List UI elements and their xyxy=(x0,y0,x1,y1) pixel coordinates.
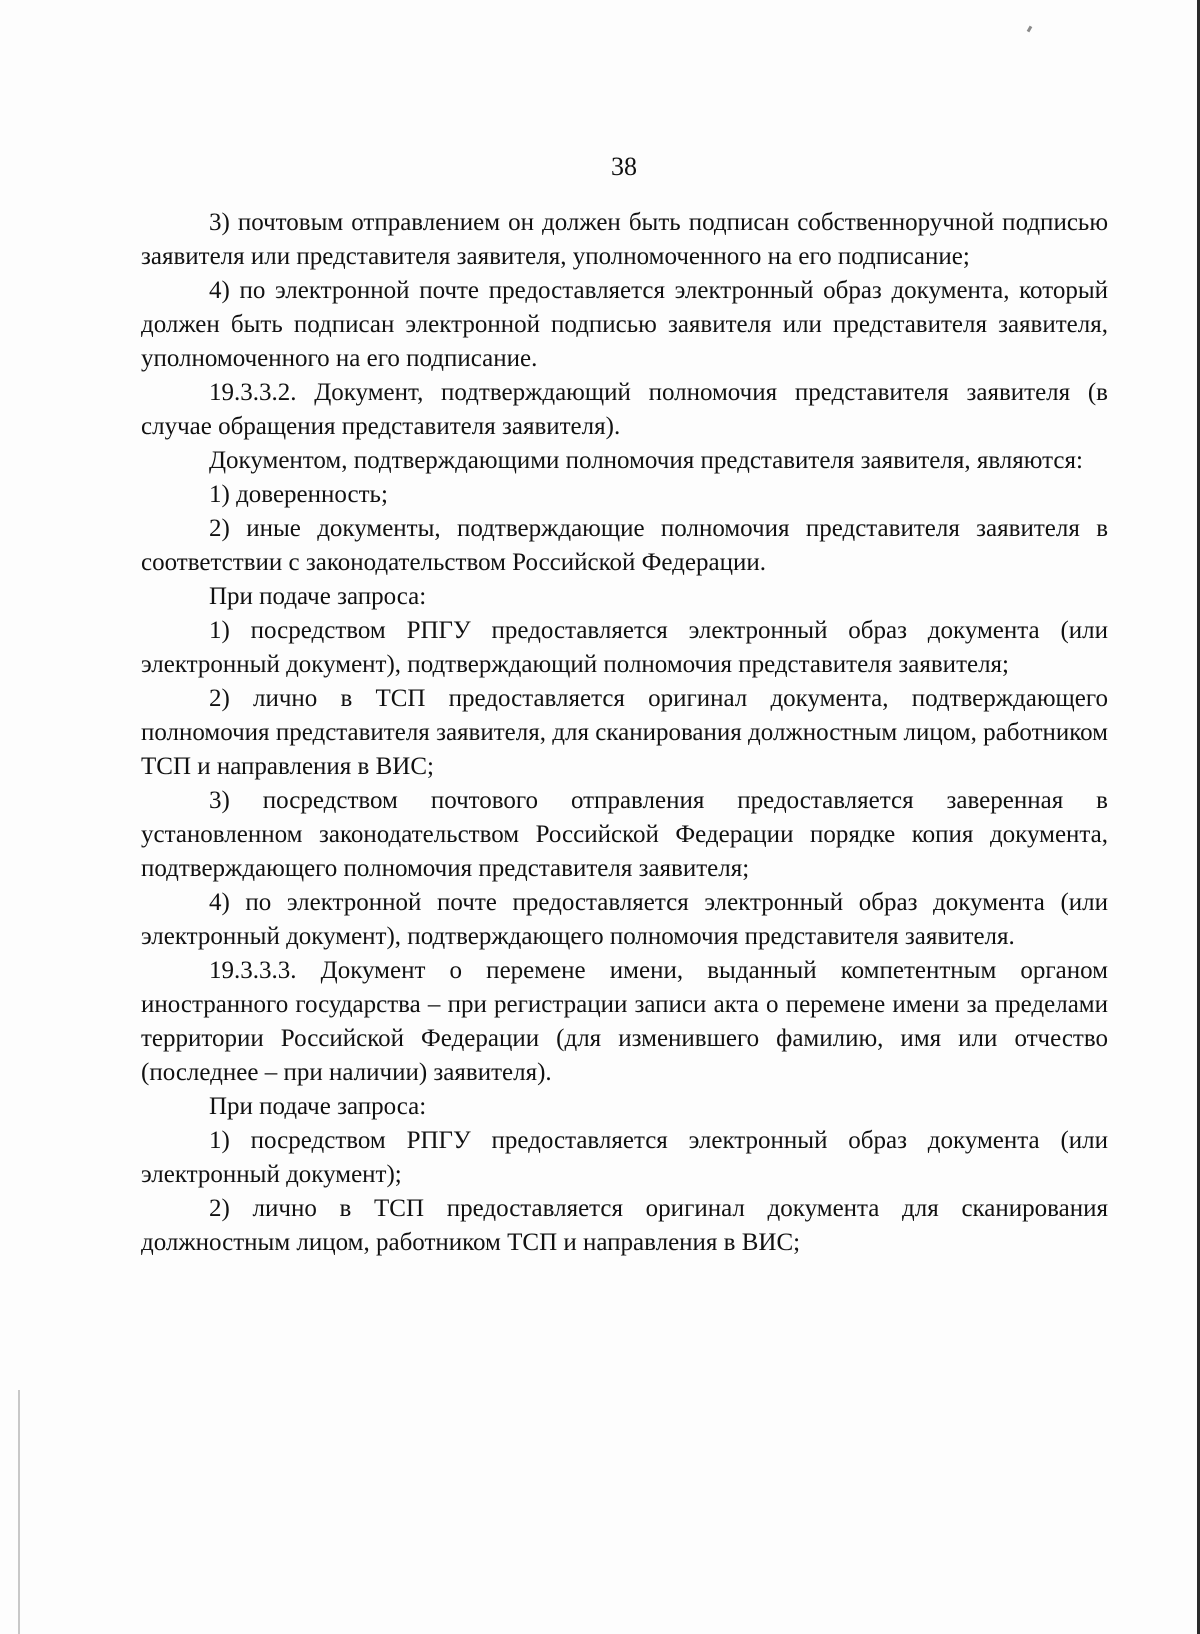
paragraph: Документом, подтверждающими полномочия представителя заявителя, являются: xyxy=(209,447,1083,474)
paragraph: 2) лично в ТСП предоставляется оригинал документа для сканирования должностным лицом, работником ТСП и направления в ВИС; xyxy=(141,1195,1108,1256)
scan-artifact-left-edge xyxy=(18,1390,20,1634)
paragraph: 4) по электронной почте предоставляется электронный образ документа, который должен быть подписан электронной подписью заявителя или представителя заявителя, уполномоченного на его подписание. xyxy=(141,277,1108,372)
paragraph: 1) посредством РПГУ предоставляется электронный образ документа (или электронный документ); xyxy=(141,1127,1108,1188)
document-body xyxy=(141,206,1108,1260)
paragraph: При подаче запроса: xyxy=(209,1093,427,1120)
scan-artifact-mark xyxy=(1027,26,1033,33)
page-number: 38 xyxy=(611,152,637,181)
paragraph: 2) лично в ТСП предоставляется оригинал документа, подтверждающего полномочия представителя заявителя, для сканирования должностным лицом, работником ТСП и направления в ВИС; xyxy=(141,685,1108,780)
paragraph: 3) почтовым отправлением он должен быть подписан собственноручной подписью заявителя или представителя заявителя, уполномоченного на его подписание; xyxy=(141,209,1108,270)
paragraph: 19.3.3.2. Документ, подтверждающий полномочия представителя заявителя (в случае обращения представителя заявителя). xyxy=(141,379,1108,440)
paragraph: 2) иные документы, подтверждающие полномочия представителя заявителя в соответствии с законодательством Российской Федерации. xyxy=(141,515,1108,576)
paragraph: 1) посредством РПГУ предоставляется электронный образ документа (или электронный документ), подтверждающий полномочия представителя заявителя; xyxy=(141,617,1108,678)
paragraph: 3) посредством почтового отправления предоставляется заверенная в установленном законодательством Российской Федерации порядке копия документа, подтверждающего полномочия представителя заявителя; xyxy=(141,787,1108,882)
paragraph: При подаче запроса: xyxy=(209,583,427,610)
paragraph: 19.3.3.3. Документ о перемене имени, выданный компетентным органом иностранного государства – при регистрации записи акта о перемене имени за пределами территории Российской Федерации (для изменившего фамилию, имя или отчество (последнее – при наличии) заявителя). xyxy=(141,957,1108,1086)
paragraph: 4) по электронной почте предоставляется электронный образ документа (или электронный документ), подтверждающего полномочия представителя заявителя. xyxy=(141,889,1108,950)
paragraph: 1) доверенность; xyxy=(209,481,388,508)
